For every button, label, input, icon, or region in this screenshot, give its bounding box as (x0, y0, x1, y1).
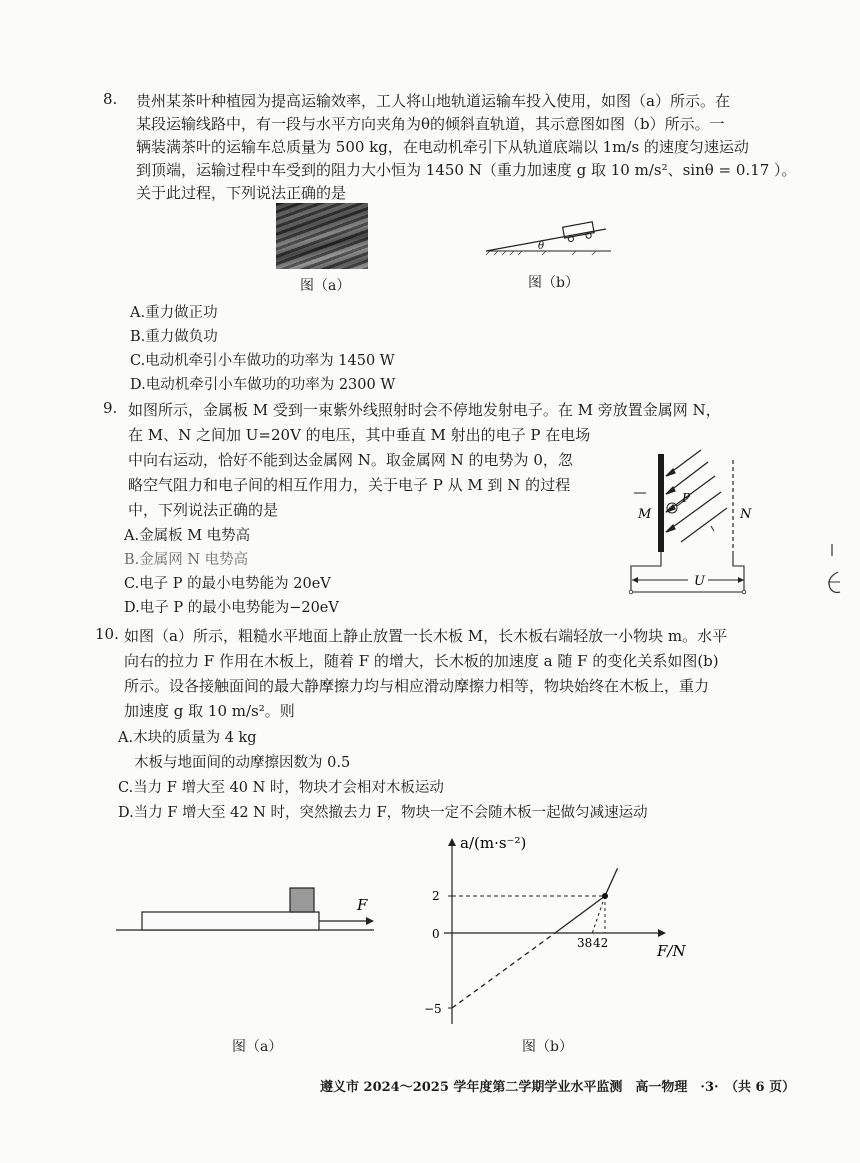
y-axis-arrow (448, 838, 456, 846)
q8-fig-a-caption: 图（a） (300, 278, 351, 294)
x-tick-label: 42 (593, 936, 609, 950)
q10-fig-a-caption: 图（a） (232, 1039, 283, 1055)
marked-point (602, 893, 608, 899)
q10-line: 如图（a）所示，粗糙水平地面上静止放置一长木板 M，长木板右端轻放一小物块 m。水平 (124, 627, 728, 645)
q8-option-b: B.重力做负功 (130, 329, 218, 345)
electron-p-label: P (682, 491, 691, 505)
q8-line: 到顶端，运输过程中车受到的阻力大小恒为 1450 N（重力加速度 g 取 10 m/s²、sinθ = 0.17 ）。 (136, 161, 797, 179)
q10-option-a: A.木块的质量为 4 kg (118, 730, 257, 746)
q9-line: 如图所示，金属板 M 受到一束紫外线照射时会不停地发射电子。在 M 旁放置金属网 N， (128, 401, 721, 419)
q9-option-a: A.金属板 M 电势高 (124, 528, 251, 544)
tea-garden-photo (276, 203, 368, 269)
acceleration-force-chart (410, 832, 710, 1032)
margin-mark (818, 540, 848, 600)
series-line-0 (555, 896, 605, 933)
q10-line: 所示。设各接触面间的最大静摩擦力均与相应滑动摩擦力相等，物块始终在木板上，重力 (124, 677, 710, 695)
plate-m-label: M (638, 507, 652, 522)
q9-option-d: D.电子 P 的最小电势能为−20eV (124, 600, 339, 616)
q10-line: 加速度 g 取 10 m/s²。则 (124, 702, 295, 720)
y-tick-label: −5 (424, 1002, 442, 1016)
q8-option-d: D.电动机牵引小车做功的功率为 2300 W (130, 377, 396, 393)
y-tick-label: 2 (432, 889, 440, 903)
voltage-u-label: U (694, 574, 705, 589)
guide-to-38 (592, 896, 605, 933)
q9-line: 略空气阻力和电子间的相互作用力，关于电子 P 从 M 到 N 的过程 (128, 476, 571, 494)
x-axis-label: F/N (657, 942, 686, 960)
y-axis-label: a/(m·s⁻²) (460, 834, 527, 852)
q8-line: 某段运输线路中，有一段与水平方向夹角为θ的倾斜直轨道，其示意图如图（b）所示。一 (136, 115, 725, 133)
q10-option-c: C.当力 F 增大至 40 N 时，物块才会相对木板运动 (118, 780, 444, 796)
q8-option-c: C.电动机牵引小车做功的功率为 1450 W (130, 353, 395, 369)
q10-number: 10. (95, 625, 119, 643)
x-tick-label: 38 (577, 936, 593, 950)
page-footer: 遵义市 2024～2025 学年度第二学期学业水平监测 高一物理 ·3· （共 6 页） (320, 1080, 796, 1095)
q8-line: 贵州某茶叶种植园为提高运输效率，工人将山地轨道运输车投入使用，如图（a）所示。在 (136, 92, 730, 110)
q8-line: 辆装满茶叶的运输车总质量为 500 kg，在电动机牵引下从轨道底端以 1m/s 的速度匀速运动 (136, 138, 749, 156)
q9-line: 中，下列说法正确的是 (128, 501, 279, 519)
series-line-2 (452, 933, 555, 1008)
angle-theta-label: θ (538, 241, 545, 252)
q9-number: 9. (103, 399, 118, 417)
q9-option-c: C.电子 P 的最小电势能为 20eV (124, 576, 331, 592)
series-line-1 (605, 868, 618, 896)
force-f-label: F (357, 896, 368, 914)
q8-fig-b-caption: 图（b） (528, 275, 579, 291)
q9-option-b: B.金属网 N 电势高 (124, 552, 249, 568)
mesh-n-label: N (740, 507, 752, 522)
q10-option-d: D.当力 F 增大至 42 N 时，突然撤去力 F，物块一定不会随木板一起做匀减速运动 (118, 805, 648, 821)
q10-line: 向右的拉力 F 作用在木板上，随着 F 的增大，长木板的加速度 a 随 F 的变化关系如图(b) (124, 652, 719, 670)
q9-line: 在 M、N 之间加 U=20V 的电压，其中垂直 M 射出的电子 P 在电场 (128, 426, 591, 444)
metal-plate-diagram (626, 448, 761, 600)
x-axis-arrow (658, 929, 666, 937)
incline-diagram (486, 218, 611, 258)
q8-option-a: A.重力做正功 (130, 305, 218, 321)
q9-line: 中向右运动，恰好不能到达金属网 N。取金属网 N 的电势为 0，忽 (128, 451, 573, 469)
q10-fig-b-caption: 图（b） (522, 1039, 573, 1055)
q8-number: 8. (103, 90, 118, 108)
q8-line: 关于此过程，下列说法正确的是 (136, 184, 347, 202)
board-block-diagram (112, 880, 387, 940)
y-tick-label: 0 (432, 927, 440, 941)
q10-option-b: 木板与地面间的动摩擦因数为 0.5 (134, 755, 351, 771)
